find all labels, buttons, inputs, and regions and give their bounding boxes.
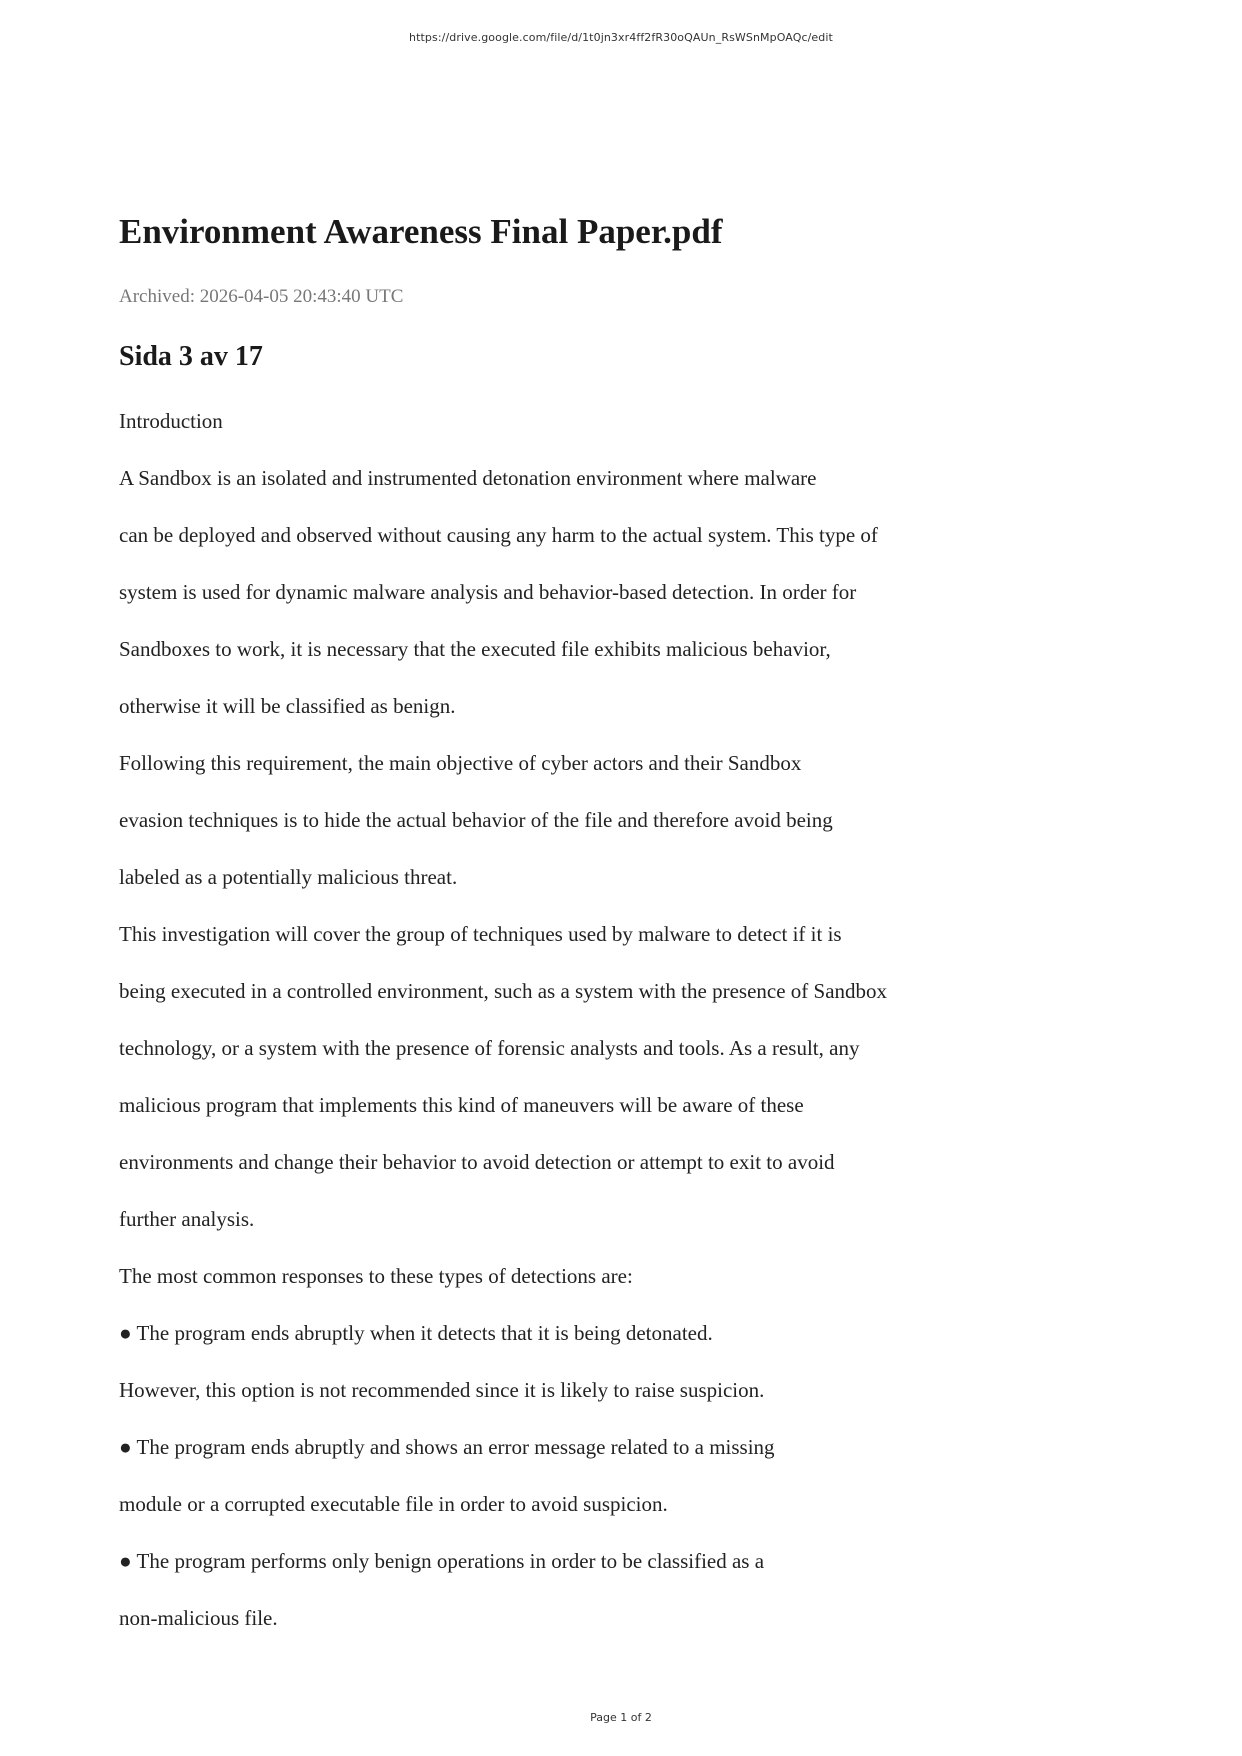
body-text-line: system is used for dynamic malware analysis and behavior-based detection. In order for: [119, 580, 857, 604]
body-text-line: technology, or a system with the presence of forensic analysts and tools. As a result, any: [119, 1036, 860, 1060]
body-text-line: evasion techniques is to hide the actual behavior of the file and therefore avoid being: [119, 808, 833, 832]
body-text-line: further analysis.: [119, 1207, 255, 1231]
section-heading-introduction: Introduction: [119, 409, 223, 433]
bullet-item-line: ● The program performs only benign operations in order to be classified as a: [119, 1549, 765, 1573]
body-text-line: labeled as a potentially malicious threat.: [119, 865, 458, 889]
page-url-header: https://drive.google.com/file/d/1t0jn3xr4ff2fR30oQAUn_RsWSnMpOAQc/edit: [409, 31, 833, 44]
page-heading: Sida 3 av 17: [119, 341, 263, 372]
body-text-line: This investigation will cover the group of techniques used by malware to detect if it is: [119, 922, 842, 946]
document-title: Environment Awareness Final Paper.pdf: [119, 212, 723, 251]
body-text-line: module or a corrupted executable file in order to avoid suspicion.: [119, 1492, 668, 1516]
document-body: [119, 405, 1129, 1659]
body-text-line: being executed in a controlled environment, such as a system with the presence of Sandbox: [119, 979, 888, 1003]
body-text-line: otherwise it will be classified as benign.: [119, 694, 456, 718]
body-text-line: can be deployed and observed without causing any harm to the actual system. This type of: [119, 523, 878, 547]
body-text-line: The most common responses to these types of detections are:: [119, 1264, 633, 1288]
body-text-line: Sandboxes to work, it is necessary that the executed file exhibits malicious behavior,: [119, 637, 831, 661]
body-text-line: malicious program that implements this kind of maneuvers will be aware of these: [119, 1093, 804, 1117]
body-text-line: However, this option is not recommended since it is likely to raise suspicion.: [119, 1378, 765, 1402]
body-text-line: environments and change their behavior to avoid detection or attempt to exit to avoid: [119, 1150, 835, 1174]
body-text-line: A Sandbox is an isolated and instrumented detonation environment where malware: [119, 466, 817, 490]
bullet-item-line: ● The program ends abruptly when it detects that it is being detonated.: [119, 1321, 713, 1345]
page-number-footer: Page 1 of 2: [590, 1711, 652, 1724]
body-text-line: Following this requirement, the main objective of cyber actors and their Sandbox: [119, 751, 802, 775]
archived-timestamp: Archived: 2026-04-05 20:43:40 UTC: [119, 286, 404, 307]
body-text-line: non-malicious file.: [119, 1606, 278, 1630]
bullet-item-line: ● The program ends abruptly and shows an error message related to a missing: [119, 1435, 775, 1459]
